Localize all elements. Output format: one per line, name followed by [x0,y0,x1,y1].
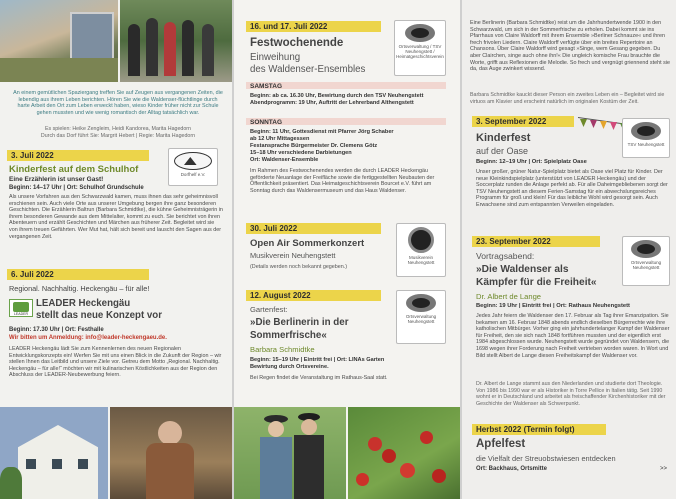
e5-author: Barbara Schmidtke [250,345,315,354]
e3-subtitle-line2: des Waldenser-Ensembles [250,64,366,75]
date-bar-e2: 6. Juli 2022 [7,269,149,280]
e6-logo [622,118,670,158]
e1-time: Beginn: 14–17 Uhr | Ort: Schulhof Grundschule [9,185,144,191]
e5-title-line1: »Die Berlinerin in der [250,317,349,328]
bottom-photo-house [0,407,108,499]
intro-cast: Es spielen: Heike Zengleim, Heidi Kandorea, Marita Hagedorn [44,126,192,132]
right-top-text: Eine Berlinerin (Barbara Schmidtke) reist um die Jahrhundertwende 1900 in den Schwarzwald, um sich in der Sommerfrische zu erholen. Dabei kommt sie ins Pfarrhaus von Claire Waldorff mit ihrem Ensemble »Berliner Schnauze« und ihren frech frivolen Liedern. Claire Waldorff verfügte über ein breites Repertoire an Chansons. Über Claire Waldorff wird gesagt »Singe, wem Gesang gegeben. Du aber Clairchen, singe auch ohne ihn!« Die ungleich komische Frau brauchte die Worte, grifft aus Reflexionen die Melodie. So frech und vergnügt griennend steht sie da, das Auge zwinkert wissend. [470,20,670,73]
e5-note: Bei Regen findet die Veranstaltung im Rathaus-Saal statt. [250,375,388,381]
e7-title-line2: Kämpfer für die Freiheit« [476,277,597,288]
more-arrow[interactable]: >> [660,466,668,472]
e4-logo [396,223,446,277]
e4-title: Open Air Sommerkonzert [250,238,365,249]
e2-title-line1: LEADER Heckengäu [36,298,131,309]
date-bar-e7: 23. September 2022 [472,236,600,247]
date-bar-e1: 3. Juli 2022 [7,150,149,161]
e5-title-line2: Sommerfrische« [250,330,327,341]
e6-subtitle: auf der Oase [476,146,529,156]
e7-kicker: Vortragsabend: [476,251,535,261]
date-bar-e6: 3. September 2022 [472,116,574,127]
leader-logo-label: LEADER [13,312,28,316]
e8-subtitle: die Vielfalt der Streuobstwiesen entdecken [476,454,616,463]
e3-body: Im Rahmen des Festwochenendes werden die durch LEADER Heckengäu geförderte Neuanlage der Freifläche sowie die fertiggestellten Neubauten der Öffentlichkeit präsentiert. Das Heimatgeschichtsverein Bourcet e.V. führt am Sonntag durch das Waldensermuseum und das Haus Waldenser. [250,168,435,194]
date-bar-e4: 30. Juli 2022 [246,223,381,234]
e3-logo [394,20,446,76]
e5-time-2: Bewirtung durch Ortsvereine. [250,364,329,370]
date-bar-e3: 16. und 17. Juli 2022 [246,21,381,32]
left-panel [0,0,232,499]
leader-logo [9,299,33,317]
e8-title: Apfelfest [476,438,526,450]
e1-body: Als unsere Vorfahren aus den Schwarzwald kamen, muss ihnen das sehr geheimnisvoll erschienen sein. Auch viele Orte aus unserer Umgebung bergen ihre ganz besonderen Geschichten. Die Erzählerin Baltrun (Barbara Schmidtke), die kühne Geheimnisträgerin in ihrem besonderen Gewande aus dem Mittelalter, kommt zu euch. Sie berichtet von ihren Abenteuern und erzählt Geschichten und Märchen aus früherer Zeit. Begleitet wird sie von ihrem treuen Gefährten. Wer Mut hat, hält sich bereit und lauscht den Sagen aus der vergangenen Zeit. [9,194,223,240]
top-photo-building [0,0,118,82]
e7-bio: Dr. Albert de Lange stammt aus den Niederlanden und studierte dort Theologie. Von 1986 bis 1990 war er als Historiker in Torre Pellice in Italien tätig. Seit 1990 wohnt er in Deutschland und arbeitet als freischaffender Kirchenhistoriker mit der Geschichte der Waldenser als Schwerpunkt. [476,381,666,407]
e2-signup: Wir bitten um Anmeldung: info@leader-heckengaeu.de. [9,335,167,341]
sun-line-2: ab 12 Uhr Mittagessen [250,136,310,142]
e4-subtitle: Musikverein Neuhengstett [250,251,336,260]
e2-title-line2: stellt das neue Konzept vor [36,310,162,321]
e5-time: Beginn: 15–19 Uhr | Eintritt frei | Ort: LINAs Garten [250,357,385,363]
sun-line-4: 15–18 Uhr verschiedene Darbietungen [250,150,352,156]
date-bar-e5: 12. August 2022 [246,290,381,301]
sun-line-5: Ort: Waldenser-Ensemble [250,157,319,163]
right-panel [462,0,676,499]
e7-logo [622,236,670,286]
bottom-photo-costume-couple [234,407,346,499]
e6-logo-caption: TSV Neuhengstett [627,142,665,147]
intro-guide: Durch das Dorf führt Sie: Margrit Hebert | Regie: Marita Hagedorn [40,133,196,139]
bottom-photo-woman [110,407,232,499]
e3-subtitle-line1: Einweihung [250,52,301,63]
e6-time: Beginn: 12–19 Uhr | Ort: Spielplatz Oase [476,159,587,165]
top-photo-musicians [120,0,232,82]
e2-body: LEADER Heckengäu lädt Sie zum Kennenlernen des neuen Regionalen Entwicklungskonzepts ein! Werfen Sie mit uns einen Blick in die Zukunft der Region – wir stellen Ihnen das Leitbild und unsere Ziele vor. Getreu dem Motto „Regional. Nachhaltig. Heckengäu – für alle!“ möchten wir mit kulinarischen Köstlichkeiten aus der Region den Abschluss der LEADER-Neubewerbung feiern. [9,346,222,379]
e1-logo [168,148,218,186]
e3-logo-caption: Ortsverwaltung / TSV Neuhengstett / Heimatgeschichtsverein [396,44,444,59]
sat-label: SAMSTAG [250,83,283,90]
bottom-photo-apples [348,407,460,499]
e1-logo-caption: Dorfhelf e.V. [180,172,206,177]
intro-text: An einem gemütlichen Spaziergang treffen Sie auf Zeugen aus vergangenen Zeiten, die lebendig aus ihrem Leben berichten. Hören Sie wie die Waldenser-flüchtlinge durch harte Arbeit den Ort zum Leben erweckt haben, wieso Kinder früher nicht zur Schule gehen mussten und wie wenig romantisch der Alltag tatsächlich war. [13,90,223,116]
sun-line-1: Beginn: 11 Uhr, Gottesdienst mit Pfarrer Jörg Schaber [250,129,394,135]
e5-logo [396,290,446,344]
e8-place: Ort: Backhaus, Ortsmitte [476,466,548,472]
e4-logo-caption: Musikverein Neuhengstett [407,255,435,265]
e2-time: Beginn: 17.30 Uhr | Ort: Festhalle [9,327,104,333]
e7-author: Dr. Albert de Lange [476,292,542,301]
sun-line-3: Festansprache Bürgermeister Dr. Clemens Götz [250,143,378,149]
e7-logo-caption: Ortsverwaltung Neuhengstett [630,260,662,270]
e5-logo-caption: Ortsverwaltung Neuhengstett [405,314,437,324]
e2-tagline: Regional. Nachhaltig. Heckengäu – für alle! [9,284,150,293]
date-bar-e8: Herbst 2022 (Termin folgt) [472,424,606,435]
e6-title: Kinderfest [476,132,531,144]
e1-title: Kinderfest auf dem Schulhof [9,164,139,175]
e4-note: (Details werden noch bekannt gegeben.) [250,264,348,270]
sat-text: Beginn: ab ca. 16.30 Uhr, Bewirtung durch den TSV Neuhengstett [250,93,424,99]
e7-time: Beginn: 19 Uhr | Eintritt frei | Ort: Rathaus Neuhengstett [476,303,630,309]
sat-text-2: Abendprogramm: 19 Uhr, Auftritt der Lehrerband Althengstett [250,100,414,106]
e7-title-line1: »Die Waldenser als [476,264,569,275]
e5-kicker: Gartenfest: [250,305,288,314]
e3-title: Festwochenende [250,37,344,49]
e6-body: Unser großer, grüner Natur-Spielplatz bietet als Oase viel Platz für Kinder. Der neue Kleinkindspielplatz (unterstützt von LEADER Heckengäu) und der Soccerplatz runden die Anlage perfekt ab. Für alle Daheimgebliebenen sorgt der TSV Neuhengstett an diesem Ferien-Samstag für ein abwechslungsreiches Programm für groß und klein! Für das leibliche Wohl wird gesorgt sein. Auch Erwachsene sind zum entspannten Verweilen eingeladen. [476,169,668,208]
e1-subtitle: Eine Erzählerin ist unser Gast! [9,176,104,183]
e7-body: Jedes Jahr feiern die Waldenser den 17. Februar als Tag ihrer Emanzipation. Sie bekamen am 16. Februar 1848 abends endlich dieselben Bürgerrechte wie ihre katholischen Mitbürger. Vorher ging ein jahrhundertelanger Kampf der Waldenser für Freiheit, den sie sich nach 1848 fortführen mussten und der eigentlich erst 1984 abgeschlossen wurde. Neuhengstett wurde gegründet von Waldensern, die 1698 wegen ihrer Forderung nach Freiheit vertrieben worden waren. In Wort und Bild stellt Albert de Lange diesen Freiheitskampf der Waldenser vor. [476,313,670,359]
sun-label: SONNTAG [250,119,283,126]
right-top-text-2: Barbara Schmidtke kauckt dieser Person ein zweites Leben ein – Begleitet wird sie virtuos am Klavier und erscheint natürlich im originalen Kostüm der Zeit. [470,92,665,105]
middle-panel [234,0,460,499]
